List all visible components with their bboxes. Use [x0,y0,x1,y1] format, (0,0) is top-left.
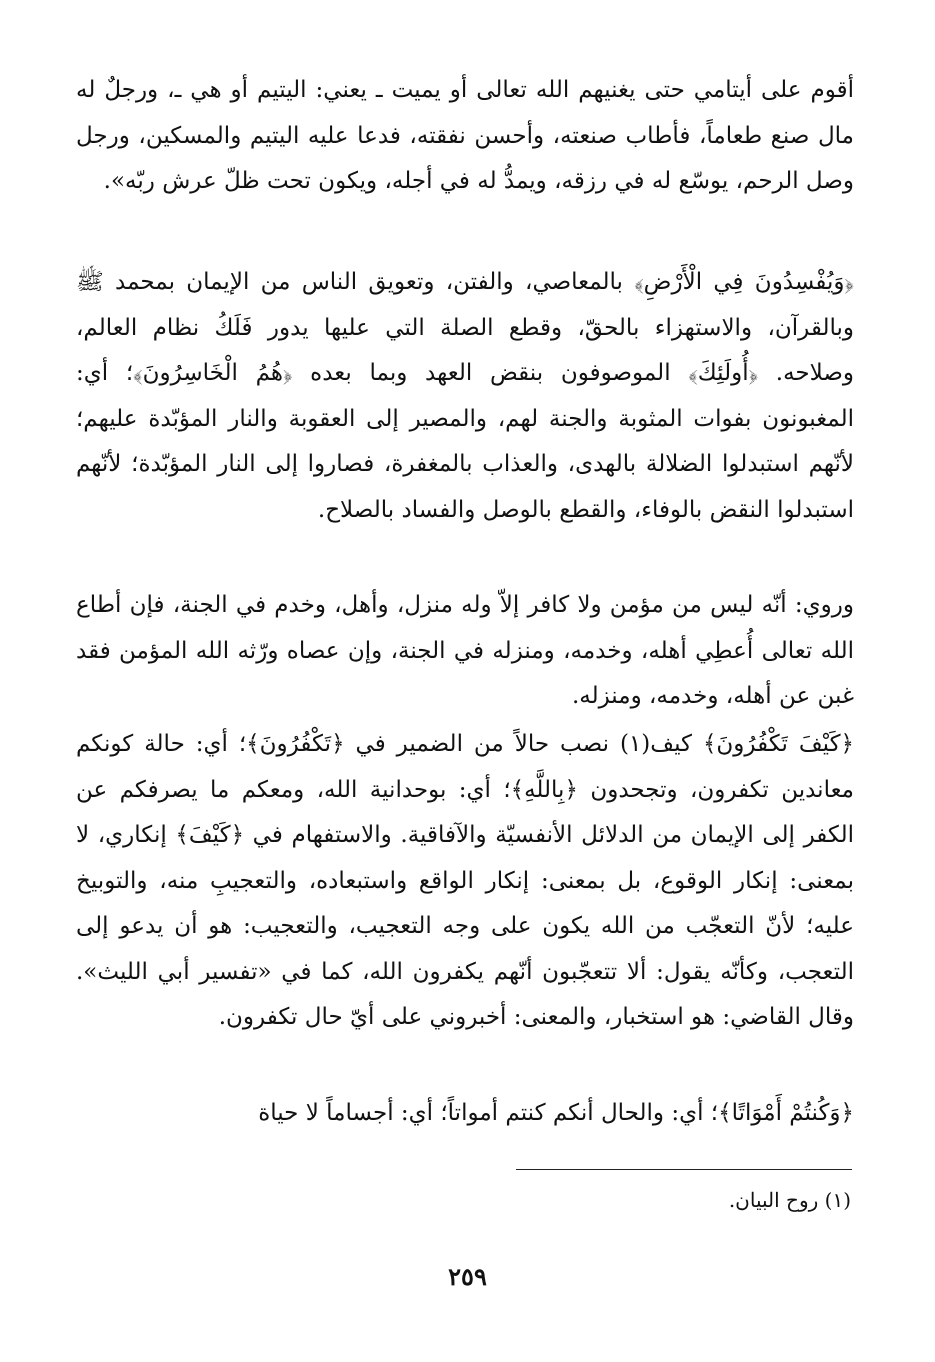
paragraph-text: أقوم على أيتامي حتى يغنيهم الله تعالى أو يميت ـ يعني: اليتيم أو هي ـ، ورجلٌ له مال صنع طعاماً، فأطاب صنعته، وأحسن نفقته، فدعا عليه اليتيم والمسكين، ورجل وصل الرحم، يوسّع له في رزقه، ويمدُّ له في أجله، ويكون تحت ظلّ عرش ربّه». [76,77,854,194]
page-number: ٢٥٩ [448,1262,487,1291]
body-paragraph [76,722,854,1041]
footnote: (١) روح البيان. [728,1188,851,1212]
body-paragraph [76,1091,854,1137]
body-paragraph [76,583,854,720]
paragraph-text: ﴿وَكُنتُمْ أَمْوَاتًا﴾؛ أي: والحال أنكم كنتم أمواتاً؛ أي: أجساماً لا حياة [258,1100,854,1126]
paragraph-text: ﴿وَيُفْسِدُونَ فِي الْأَرْضِ﴾ بالمعاصي، والفتن، وتعويق الناس من الإيمان بمحمد ﷺ وبالقرآن، والاستهزاء بالحقّ، وقطع الصلة التي عليها يدور فَلَكُ نظام العالم، وصلاحه. ﴿أُولَئِكَ﴾ الموصوفون بنقض العهد وبما بعده ﴿هُمُ الْخَاسِرُونَ﴾؛ أي: المغبونون بفوات المثوبة والجنة لهم، والمصير إلى العقوبة والنار المؤبّدة عليهم؛ لأنّهم استبدلوا الضلالة بالهدى، والعذاب بالمغفرة، فصاروا إلى النار المؤبّدة؛ لأنّهم استبدلوا النقض بالوفاء، والقطع بالوصل والفساد بالصلاح. [76,269,854,523]
body-paragraph [76,260,854,533]
paragraph-text: وروي: أنّه ليس من مؤمن ولا كافر إلاّ وله منزل، وأهل، وخدم في الجنة، فإن أطاع الله تعالى أُعطِي أهله، وخدمه، ومنزله في الجنة، وإن عصاه ورّثه الله المؤمن فقد غبن عن أهله، وخدمه، ومنزله. [76,592,854,709]
footnote-divider [516,1169,852,1170]
paragraph-text: ﴿كَيْفَ تَكْفُرُونَ﴾ كيف(١) نصب حالاً من الضمير في ﴿تَكْفُرُونَ﴾؛ أي: حالة كونكم معاندين تكفرون، وتجحدون ﴿بِاللَّهِ﴾؛ أي: بوحدانية الله، ومعكم ما يصرفكم عن الكفر إلى الإيمان من الدلائل الأنفسيّة والآفاقية. والاستفهام في ﴿كَيْفَ﴾ إنكاري، لا بمعنى: إنكار الوقوع، بل بمعنى: إنكار الواقع واستبعاده، والتعجيبِ منه، والتوبيخ عليه؛ لأنّ التعجّب من الله يكون على وجه التعجيب، والتعجيب: هو أن يدعو إلى التعجب، وكأنّه يقول: ألا تتعجّبون أنّهم يكفرون الله، كما في «تفسير أبي الليث». وقال القاضي: هو استخبار، والمعنى: أخبروني على أيّ حال تكفرون. [76,731,854,1030]
body-paragraph [76,68,854,205]
